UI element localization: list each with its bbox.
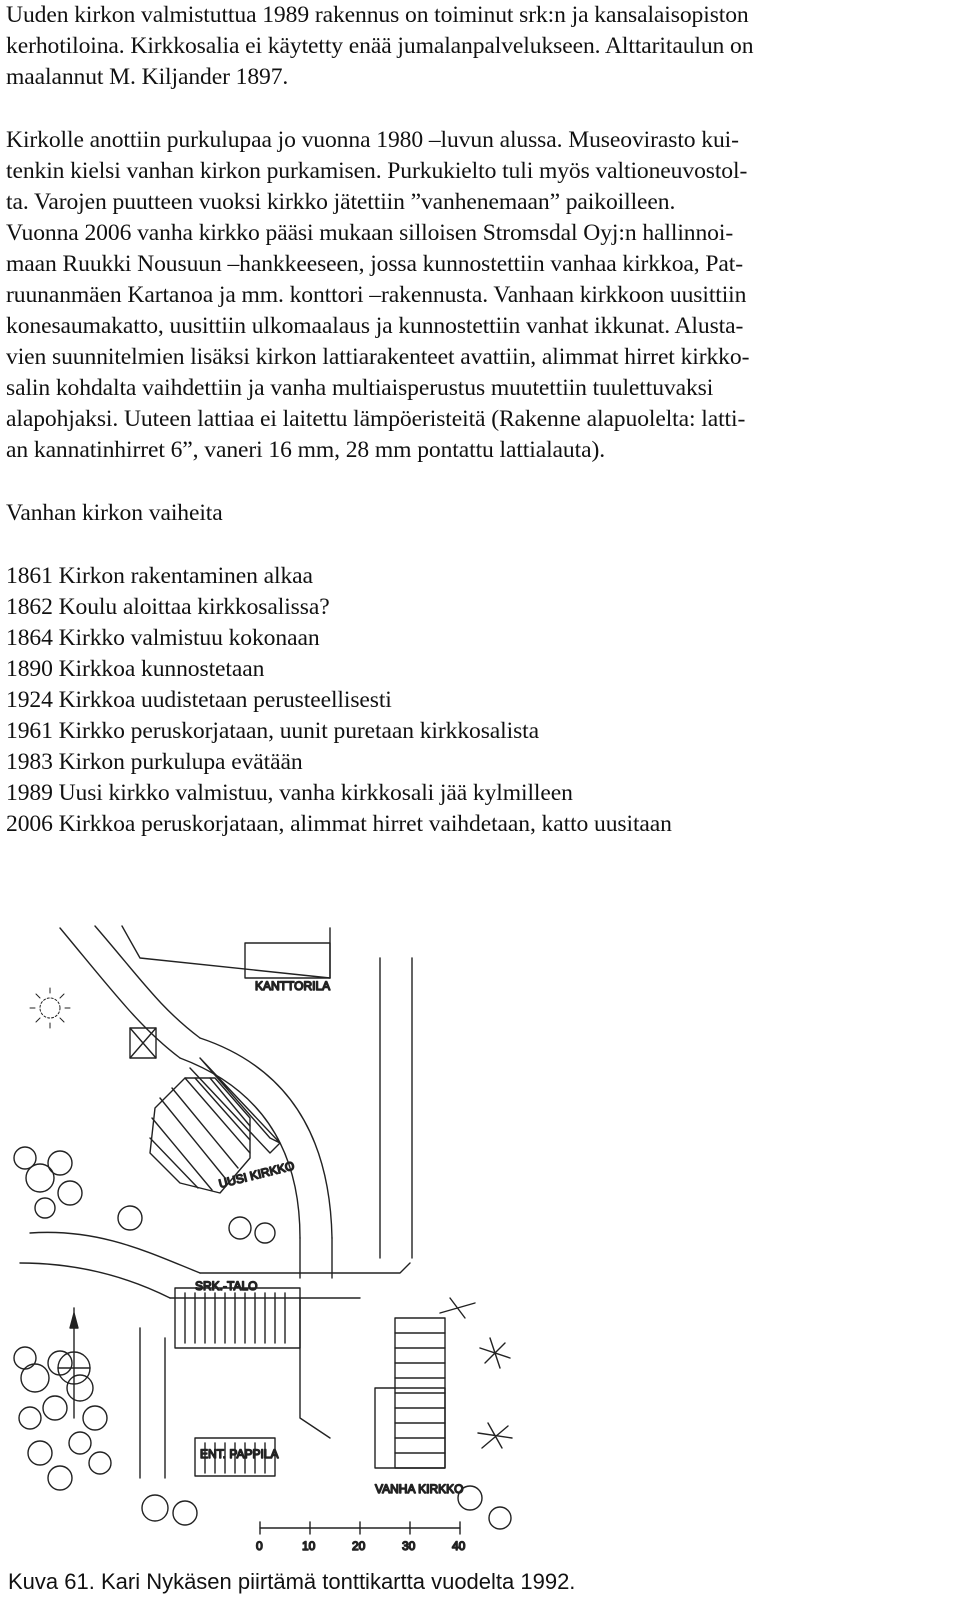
tree-clusters — [14, 1147, 511, 1529]
sun-symbol — [30, 988, 70, 1028]
site-map-sketch — [0, 918, 535, 1558]
label-new-church: UUSI KIRKKO — [217, 1158, 296, 1191]
scale-label: 30 — [402, 1539, 416, 1553]
timeline-item: 1989 Uusi kirkko valmistuu, vanha kirkkosali jää kylmilleen — [6, 780, 573, 806]
timeline-item: 1961 Kirkko peruskorjataan, uunit puretaan kirkkosalista — [6, 718, 539, 744]
scale-label: 20 — [352, 1539, 366, 1553]
text-line: maan Ruukki Nousuun –hankkeeseen, jossa kunnostettiin vanhaa kirkkoa, Pat- — [6, 251, 743, 277]
label-kanttorila: KANTTORILA — [255, 979, 331, 993]
label-old-church: VANHA KIRKKO — [375, 1482, 464, 1496]
section-heading: Vanhan kirkon vaiheita — [6, 500, 223, 526]
text-line: ruunanmäen Kartanoa ja mm. konttori –rakennusta. Vanhaan kirkkoon uusittiin — [6, 282, 747, 308]
text-line: Kirkolle anottiin purkulupaa jo vuonna 1980 –luvun alussa. Museovirasto kui- — [6, 127, 739, 153]
bell-tower — [130, 1028, 156, 1058]
parish-hall-building — [175, 1288, 300, 1348]
text-line: maalannut M. Kiljander 1897. — [6, 64, 289, 90]
text-line: konesaumakatto, uusittiin ulkomaalaus ja kunnostettiin vanhat ikkunat. Alusta- — [6, 313, 744, 339]
scale-bar — [260, 1522, 460, 1534]
label-parish-hall: SRK.-TALO — [195, 1279, 258, 1293]
timeline-item: 2006 Kirkkoa peruskorjataan, alimmat hirret vaihdetaan, katto uusitaan — [6, 811, 672, 837]
text-line: salin kohdalta vaihdettiin ja vanha multiaisperustus muutettiin tuulettuvaksi — [6, 375, 714, 401]
body-text — [6, 0, 936, 840]
kanttorila-building — [245, 943, 330, 978]
timeline-list — [6, 561, 936, 840]
timeline-item: 1864 Kirkko valmistuu kokonaan — [6, 625, 320, 651]
text-line: tenkin kielsi vanhan kirkon purkamisen. Purkukielto tuli myös valtioneuvostol- — [6, 158, 748, 184]
timeline-item: 1983 Kirkon purkulupa evätään — [6, 749, 303, 775]
timeline-item: 1924 Kirkkoa uudistetaan perusteellisesti — [6, 687, 392, 713]
text-line: an kannatinhirret 6”, vaneri 16 mm, 28 mm pontattu lattialauta). — [6, 437, 605, 463]
paragraph-1 — [6, 0, 936, 93]
text-line: kerhotiloina. Kirkkosalia ei käytetty enää jumalanpalvelukseen. Alttaritaulun on — [6, 33, 754, 59]
text-line: vien suunnitelmien lisäksi kirkon lattiarakenteet avattiin, alimmat hirret kirkko- — [6, 344, 750, 370]
figure-caption: Kuva 61. Kari Nykäsen piirtämä tonttikartta vuodelta 1992. — [8, 1569, 576, 1594]
old-church-building — [375, 1318, 445, 1468]
timeline-item: 1862 Koulu aloittaa kirkkosalissa? — [6, 594, 330, 620]
text-line: Vuonna 2006 vanha kirkko pääsi mukaan silloisen Stromsdal Oyj:n hallinnoi- — [6, 220, 734, 246]
scale-label: 40 — [452, 1539, 466, 1553]
timeline-item: 1861 Kirkon rakentaminen alkaa — [6, 563, 313, 589]
scale-label: 0 — [256, 1539, 263, 1553]
timeline-item: 1890 Kirkkoa kunnostetaan — [6, 656, 265, 682]
text-line: Uuden kirkon valmistuttua 1989 rakennus on toiminut srk:n ja kansalaisopiston — [6, 2, 749, 28]
star-trees — [440, 1298, 512, 1448]
scale-label: 10 — [302, 1539, 316, 1553]
north-arrow-icon — [58, 1308, 90, 1418]
label-old-rectory: ENT. PAPPILA — [200, 1447, 279, 1461]
text-line: alapohjaksi. Uuteen lattiaa ei laitettu lämpöeristeitä (Rakenne alapuolelta: latti- — [6, 406, 746, 432]
text-line: ta. Varojen puutteen vuoksi kirkko jätettiin ”vanhenemaan” paikoilleen. — [6, 189, 676, 215]
paragraph-2 — [6, 125, 936, 466]
